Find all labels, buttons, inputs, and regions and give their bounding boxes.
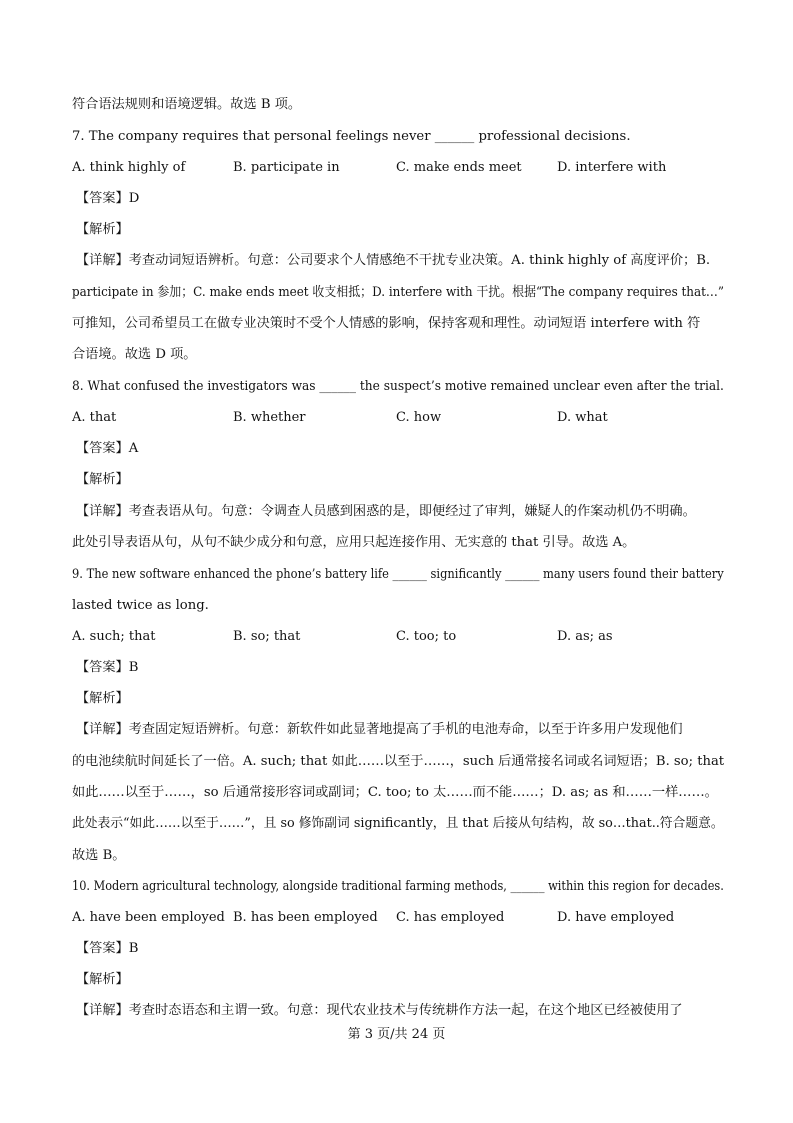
explanation-line: 的电池续航时间延长了一倍。A. such; that 如此……以至于……，such 后通常接名词或名词短语；B. so; that xyxy=(72,754,725,769)
explanation-line: 此处表示“如此……以至于……”，且 so 修饰副词 significantly，且 that 后接从句结构，故 so…that..符合题意。 xyxy=(72,816,724,831)
analysis-label: 【解析】 xyxy=(76,222,129,237)
option-c: C. too; to xyxy=(396,629,457,644)
option-c: C. how xyxy=(396,410,442,425)
explanation-line: 【详解】考查表语从句。句意：令调查人员感到困惑的是，即便经过了审判，嫌疑人的作案动机仍不明确。 xyxy=(76,504,696,519)
option-a: A. such; that xyxy=(72,629,156,644)
explanation-line: 如此……以至于……，so 后通常接形容词或副词；C. too; to 太……而不能……；D. as; as 和……一样……。 xyxy=(72,785,718,800)
option-d: D. interfere with xyxy=(557,160,667,175)
option-d: D. have employed xyxy=(557,910,675,925)
option-c: C. make ends meet xyxy=(396,160,522,175)
answer-label: 【答案】B xyxy=(76,660,139,675)
option-a: A. that xyxy=(72,410,117,425)
analysis-label: 【解析】 xyxy=(76,472,129,487)
explanation-line: participate in 参加；C. make ends meet 收支相抵；D. interfere with 干扰。根据“The company requires that…” xyxy=(72,285,724,300)
explanation-line: 此处引导表语从句，从句不缺少成分和句意，应用只起连接作用、无实意的 that 引导。故选 A。 xyxy=(72,535,636,550)
page-footer: 第 3 页/共 24 页 xyxy=(347,1027,446,1042)
question-10: 10. Modern agricultural technology, alongside traditional farming methods, ______ within this region for decades. xyxy=(72,879,724,894)
analysis-label: 【解析】 xyxy=(76,972,129,987)
answer-label: 【答案】A xyxy=(76,441,139,456)
option-a: A. think highly of xyxy=(72,160,186,175)
explanation-line: 【详解】考查时态语态和主谓一致。句意：现代农业技术与传统耕作方法一起，在这个地区已经被使用了 xyxy=(76,1003,683,1018)
option-b: B. whether xyxy=(233,410,306,425)
question-8: 8. What confused the investigators was ______ the suspect’s motive remained unclear even after the trial. xyxy=(72,379,724,394)
option-b: B. participate in xyxy=(233,160,340,175)
analysis-label: 【解析】 xyxy=(76,691,129,706)
explanation-line: 合语境。故选 D 项。 xyxy=(72,347,197,362)
option-a: A. have been employed xyxy=(72,910,225,925)
answer-label: 【答案】B xyxy=(76,941,139,956)
question-9-cont: lasted twice as long. xyxy=(72,598,209,613)
option-d: D. what xyxy=(557,410,608,425)
question-9: 9. The new software enhanced the phone’s battery life ______ significantly ______ many users found their battery xyxy=(72,567,724,582)
text-line: 符合语法规则和语境逻辑。故选 B 项。 xyxy=(72,97,302,112)
explanation-line: 可推知，公司希望员工在做专业决策时不受个人情感的影响，保持客观和理性。动词短语 interfere with 符 xyxy=(72,316,701,331)
explanation-line: 【详解】考查固定短语辨析。句意：新软件如此显著地提高了手机的电池寿命，以至于许多用户发现他们 xyxy=(76,722,683,737)
answer-label: 【答案】D xyxy=(76,191,140,206)
option-c: C. has employed xyxy=(396,910,505,925)
option-d: D. as; as xyxy=(557,629,613,644)
option-b: B. so; that xyxy=(233,629,301,644)
question-7: 7. The company requires that personal feelings never ______ professional decisions. xyxy=(72,129,631,144)
explanation-line: 故选 B。 xyxy=(72,848,126,863)
explanation-line: 【详解】考查动词短语辨析。句意：公司要求个人情感绝不干扰专业决策。A. think highly of 高度评价；B. xyxy=(76,253,711,268)
option-b: B. has been employed xyxy=(233,910,378,925)
